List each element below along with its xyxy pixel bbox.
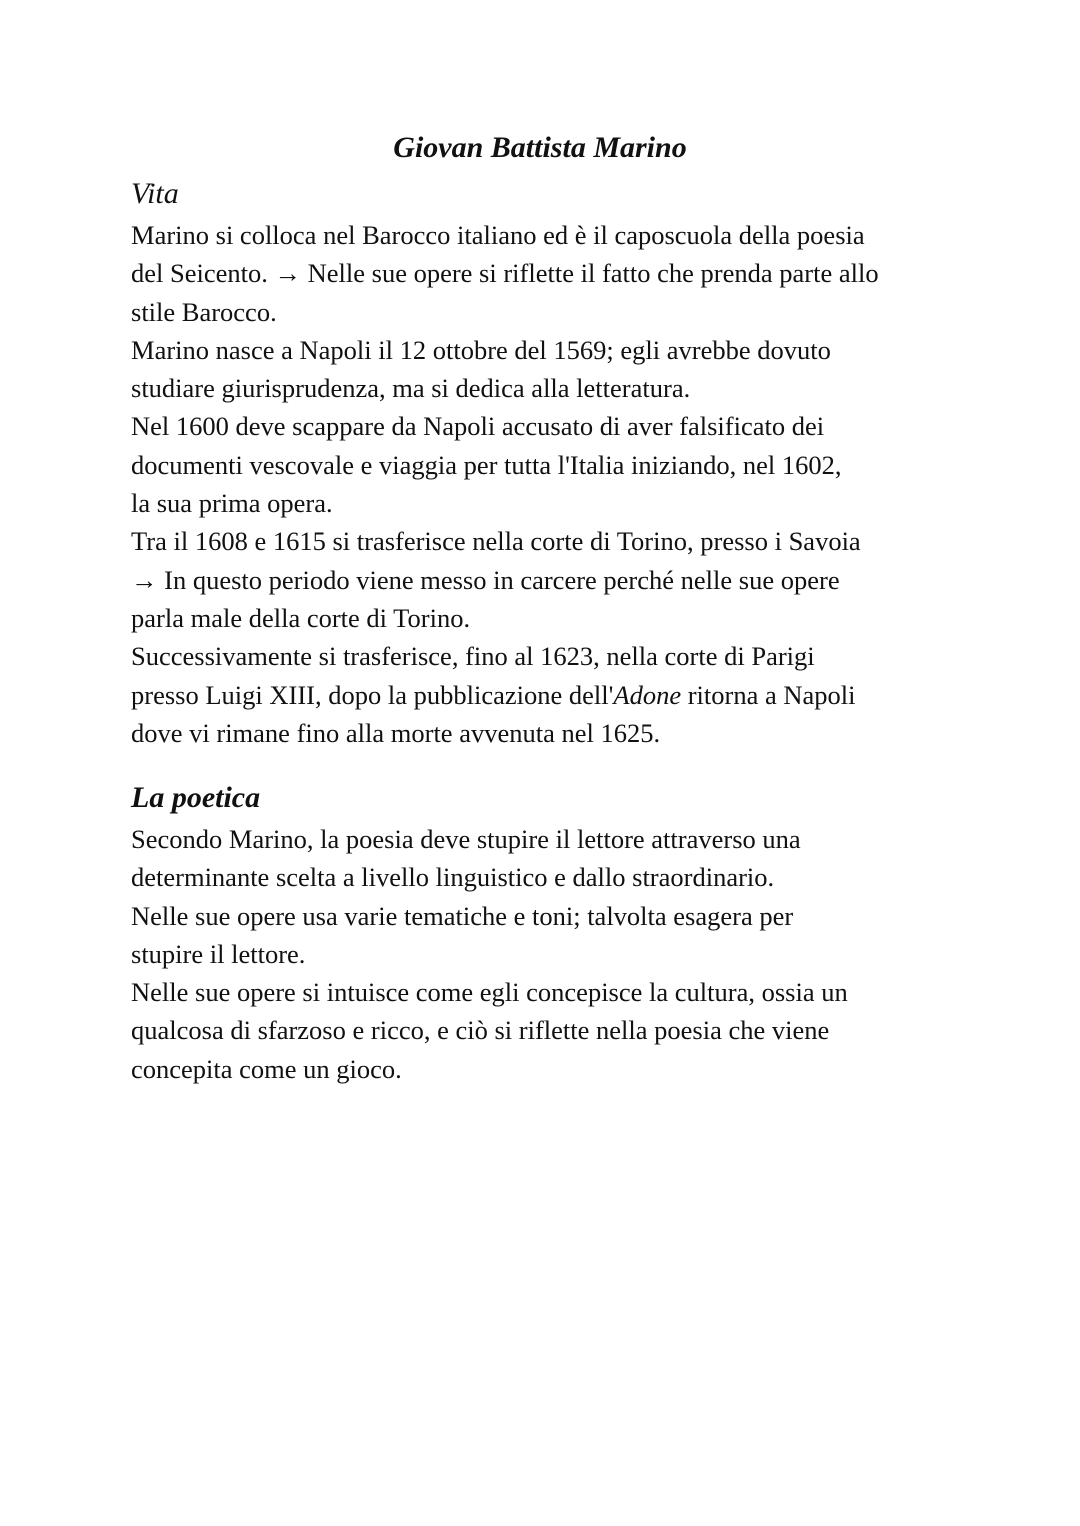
- text-fragment: In questo periodo viene messo in carcere perché nelle sue opere: [157, 564, 840, 595]
- text-line: [131, 676, 971, 714]
- text-line: Tra il 1608 e 1615 si trasferisce nella corte di Torino, presso i Savoia: [131, 526, 861, 557]
- text-line: Marino nasce a Napoli il 12 ottobre del 1569; egli avrebbe dovuto: [131, 334, 831, 365]
- poetica-paragraph: [131, 820, 971, 1088]
- text-line: Successivamente si trasferisce, fino al 1623, nella corte di Parigi: [131, 641, 815, 672]
- text-fragment: Nelle sue opere si riflette il fatto che prenda parte allo: [301, 258, 879, 289]
- text-line: Nelle sue opere usa varie tematiche e toni; talvolta esagera per: [131, 900, 794, 931]
- text-fragment: ritorna a Napoli: [681, 679, 856, 710]
- arrow-icon: →: [274, 258, 301, 289]
- text-line: stile Barocco.: [131, 296, 277, 327]
- document-title: Giovan Battista Marino: [393, 131, 687, 164]
- section-heading-poetica: La poetica: [131, 781, 261, 814]
- text-line: Secondo Marino, la poesia deve stupire il lettore attraverso una: [131, 824, 801, 854]
- section-poetica: [131, 776, 971, 1088]
- text-line: studiare giurisprudenza, ma si dedica alla letteratura.: [131, 373, 691, 404]
- text-line: la sua prima opera.: [131, 488, 333, 519]
- text-line: qualcosa di sfarzoso e ricco, e ciò si riflette nella poesia che viene: [131, 1015, 830, 1046]
- text-fragment: del Seicento.: [131, 258, 268, 289]
- text-line: [131, 561, 971, 599]
- vita-paragraph: [131, 216, 971, 752]
- text-line: documenti vescovale e viaggia per tutta l'Italia iniziando, nel 1602,: [131, 449, 842, 480]
- text-line: Marino si colloca nel Barocco italiano ed è il caposcuola della poesia: [131, 220, 865, 250]
- text-line: dove vi rimane fino alla morte avvenuta nel 1625.: [131, 717, 661, 748]
- work-title-adone: Adone: [613, 679, 682, 710]
- text-line: concepita come un gioco.: [131, 1053, 402, 1084]
- text-line: [131, 254, 971, 292]
- text-line: determinante scelta a livello linguistico e dallo straordinario.: [131, 862, 775, 893]
- text-fragment: presso Luigi XIII, dopo la pubblicazione dell': [131, 679, 614, 710]
- section-heading-vita: Vita: [131, 177, 179, 210]
- section-vita: [131, 172, 971, 752]
- text-line: Nelle sue opere si intuisce come egli concepisce la cultura, ossia un: [131, 977, 848, 1008]
- arrow-icon: →: [131, 564, 158, 595]
- text-line: Nel 1600 deve scappare da Napoli accusato di aver falsificato dei: [131, 411, 825, 442]
- text-line: stupire il lettore.: [131, 938, 306, 969]
- text-line: parla male della corte di Torino.: [131, 602, 471, 633]
